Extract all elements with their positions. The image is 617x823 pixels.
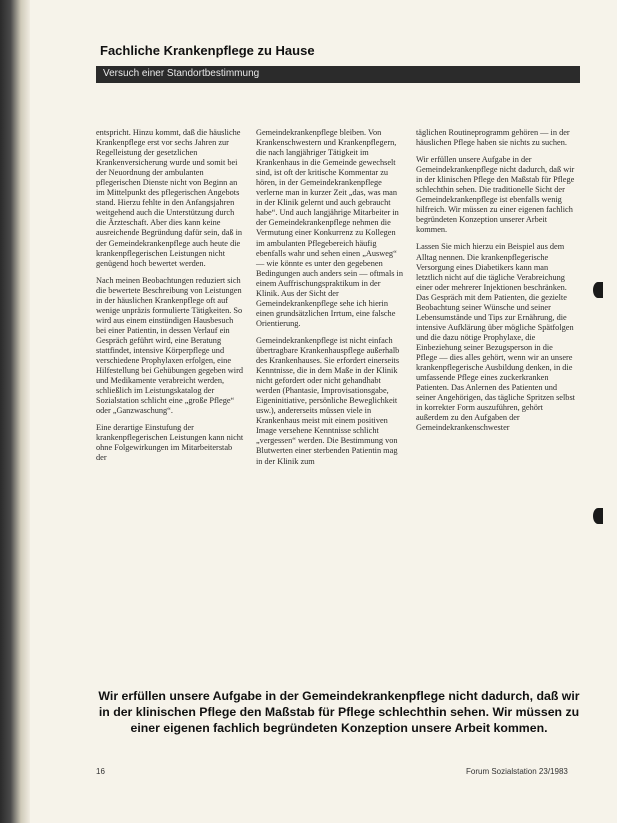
page-number: 16 (96, 767, 105, 776)
text-column-3 (416, 128, 576, 440)
column-paragraph: Lassen Sie mich hierzu ein Beispiel aus dem Alltag nennen. Die krankenpflegerische Versorgung eines Diabetikers kann man letztlich nicht auf die tägliche Verabreichung einer oder mehrerer Injektionen beschränken. Das Gespräch mit dem Patienten, die gezielte Beobachtung seiner Wünsche und seiner Lebensumstände und Tips zur Ernährung, die intensive Aufklärung über mögliche Spätfolgen und die dazu nötige Prophylaxe, die Einbeziehung seiner Bezugsperson in die Pflege — dies alles gehört, wenn wir an unsere krankenpflegerische Ausbildung denken, in die umfassende Pflege eines zuckerkranken Patienten. Das Anlernen des Patienten und seiner Angehörigen, das tägliche Spritzen selbst in korrekter Form auszuführen, gehört außerdem zu den Aufgaben der Gemeindekrankenschwester (416, 242, 575, 433)
column-paragraph: Gemeindekrankenpflege bleiben. Von Krankenschwestern und Krankenpflegern, die nach langjähriger Tätigkeit im Krankenhaus in die Gemeinde gewechselt sind, ist oft der kritische Kommentar zu hören, in der Gemeindekrankenpflege verlerne man in kurzer Zeit „das, was man in der Klinik gelernt und auch gebraucht habe“. Und auch langjährige Mitarbeiter in der Gemeindekrankenpflege nehmen die Vermutung einer Konkurrenz zu Kollegen im ambulanten Pflegebereich häufig ebenfalls wahr und sehen einen „Ausweg“ — wie könnte es unter den gegebenen Bedingungen auch anders sein — oftmals in einem Auffrischungspraktikum in der Klinik. Aus der Sicht der Gemeindekrankenpflege sehe ich hierin einen grundsätzlichen Irrtum, eine falsche Orientierung. (256, 128, 404, 328)
journal-footer: Forum Sozialstation 23/1983 (466, 767, 568, 776)
column-paragraph: täglichen Routineprogramm gehören — in der häuslichen Pflege haben sie nichts zu suchen. (416, 128, 570, 148)
margin-hole-mark (593, 282, 603, 298)
subtitle-bar (96, 66, 580, 83)
book-spine-shadow (0, 0, 30, 823)
column-paragraph: entspricht. Hinzu kommt, daß die häusliche Krankenpflege erst vor sechs Jahren zur Regelleistung der gesetzlichen Krankenversicherung wurde und somit bei der Neuordnung der ambulanten pflegerischen Dienste nicht von Beginn an im Mittelpunkt des pflegerischen Angebots stand. Hierzu fehlte in den Anfangsjahren weitgehend auch die Unterstützung durch die Ärzteschaft. Aber dies kann keine ausreichende Begründung dafür sein, daß in der Gemeindekrankenpflege auch heute die krankenpflegerischen Leistungen nicht genügend hoch bewertet werden. (96, 128, 243, 268)
article-title: Fachliche Krankenpflege zu Hause (100, 43, 315, 58)
column-paragraph: Eine derartige Einstufung der krankenpflegerischen Leistungen kann nicht ohne Folgewirkungen im Mitarbeiterstab der (96, 423, 244, 463)
pull-quote: Wir erfüllen unsere Aufgabe in der Gemeindekrankenpflege nicht dadurch, daß wir in der klinischen Pflege den Maßstab für Pflege schlechthin sehen. Wir müssen zu einer eigenen fachlich begründeten Konzeption unsere Arbeit kommen. (98, 689, 580, 735)
column-paragraph: Wir erfüllen unsere Aufgabe in der Gemeindekrankenpflege nicht dadurch, daß wir in der klinischen Pflege den Maßstab für Pflege schlechthin sehen. Die traditionelle Sicht der Gemeindekrankenpflege ist ebenfalls wenig hilfreich. Wir müssen zu einer eigenen fachlich begründeten Konzeption unserer Arbeit kommen. (416, 155, 575, 235)
text-column-2 (256, 128, 404, 474)
column-paragraph: Nach meinen Beobachtungen reduziert sich die bewertete Beschreibung von Leistungen in der häuslichen Krankenpflege oft auf wenige unpräzis formulierte Tätigkeiten. So wird aus einem einstündigen Hausbesuch bei einer Patientin, in dessen Verlauf ein Gespräch geführt wird, eine Beratung stattfindet, intensive Körperpflege und verschiedene Prophylaxen erfolgen, eine Hilfestellung bei Gehübungen gegeben wird und Medikamente verabreicht werden, schließlich im Leistungskatalog der Sozialstation schlicht eine „große Pflege“ oder „Ganzwaschung“. (96, 275, 243, 416)
text-column-1 (96, 128, 244, 471)
column-paragraph: Gemeindekrankenpflege ist nicht einfach übertragbare Krankenhauspflege außerhalb des Krankenhauses. Sie erfordert einerseits Kenntnisse, die in dem Maße in der Klinik nicht gefordert oder nicht gehandhabt werden (Phantasie, Improvisationsgabe, Eigeninitiative, persönliche Beweglichkeit usw.), andererseits müssen viele in Krankenhaus meist mit einem positiven Image versehene Kenntnisse schlicht „vergessen“ werden. Die Bestimmung von Blutwerten einer sterbenden Patientin mag in der Klinik zum (256, 335, 400, 466)
margin-hole-mark (593, 508, 603, 524)
article-subtitle: Versuch einer Standortbestimmung (103, 68, 260, 79)
magazine-page (30, 0, 617, 823)
